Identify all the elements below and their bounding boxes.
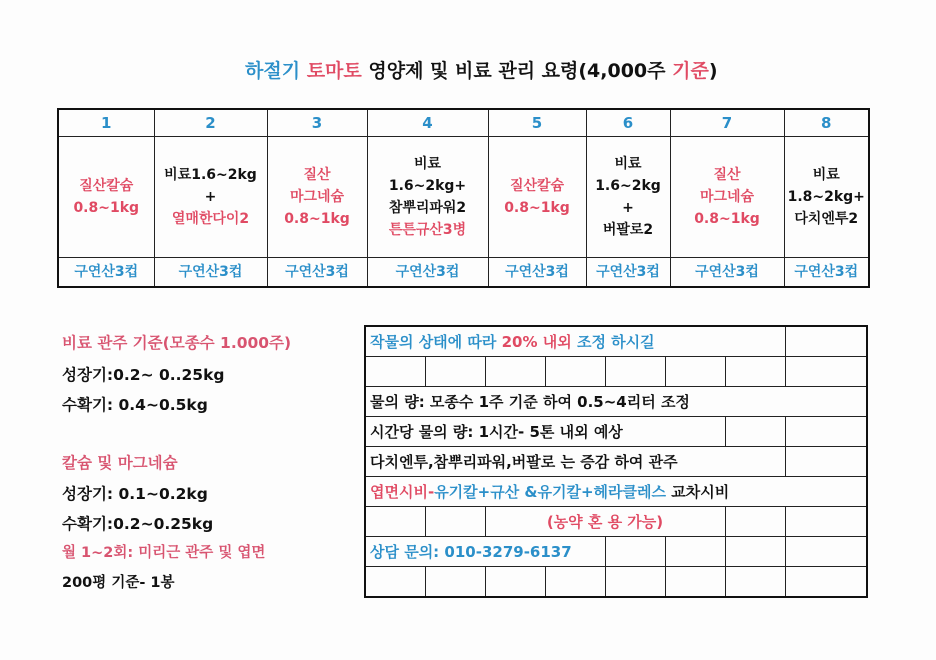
step-citric-acid: 구연산3컵	[267, 258, 367, 288]
notes-cell	[605, 537, 665, 567]
notes-cell	[365, 507, 425, 537]
step-content	[58, 137, 154, 258]
notes-cell	[425, 357, 485, 387]
step-line: 마그네슘	[699, 189, 755, 205]
notes-cell	[485, 357, 545, 387]
fert-heading: 비료 관주 기준(모종수 1.000주)	[62, 334, 292, 352]
water-per-plant: 물의 량: 모종수 1주 기준 하여 0.5~4리터 조정	[365, 387, 867, 417]
step-line: 1.8~2kg+	[787, 189, 865, 205]
notes-cell	[425, 507, 485, 537]
fert-harvest: 수확기: 0.4~0.5kg	[62, 396, 208, 414]
notes-cell	[485, 567, 545, 598]
step-line: 질산	[713, 167, 741, 183]
notes-cell	[785, 357, 867, 387]
title-basis: 기준	[672, 60, 709, 82]
step-content	[586, 137, 670, 258]
step-citric-acid: 구연산3컵	[488, 258, 586, 288]
notes-table	[364, 325, 868, 598]
notes-cell	[725, 507, 785, 537]
notes-cell	[365, 567, 425, 598]
notes-cell	[545, 567, 605, 598]
notes-cell	[725, 417, 785, 447]
step-line: 1.6~2kg	[595, 178, 661, 194]
step-number: 4	[367, 109, 488, 137]
page-title	[245, 56, 718, 83]
notes-cell	[665, 567, 725, 598]
step-number: 8	[784, 109, 869, 137]
step-number: 3	[267, 109, 367, 137]
title-crop: 토마토	[306, 60, 362, 82]
foliar-note	[365, 477, 867, 507]
adjust-text-end: 조정 하시길	[576, 333, 655, 351]
step-line: 1.6~2kg+	[388, 178, 467, 194]
step-line: 질산	[303, 167, 331, 183]
step-number: 7	[670, 109, 784, 137]
notes-row-adjust	[365, 326, 785, 357]
step-line: 다치엔투2	[794, 211, 859, 227]
step-line: 비료1.6~2kg	[164, 167, 257, 183]
notes-cell	[665, 537, 725, 567]
step-line: 마그네슘	[289, 189, 345, 205]
water-per-hour: 시간당 물의 량: 1시간- 5톤 내외 예상	[365, 417, 725, 447]
notes-cell	[785, 447, 867, 477]
step-citric-acid: 구연산3컵	[58, 258, 154, 288]
pesticide-mix-note: (농약 혼 용 가능)	[485, 507, 725, 537]
step-line: 0.8~1kg	[284, 211, 350, 227]
adjust-percent: 20% 내외	[501, 333, 572, 351]
foliar-products: 유기칼+규산 &유기칼+헤라클레스	[434, 483, 666, 501]
step-line: 참뿌리파워2	[388, 200, 467, 216]
title-close: )	[708, 60, 718, 82]
step-line: 비료	[812, 167, 840, 183]
step-content	[670, 137, 784, 258]
step-citric-acid: 구연산3컵	[367, 258, 488, 288]
step-content	[154, 137, 267, 258]
step-line: 버팔로2	[602, 222, 654, 238]
notes-cell	[785, 567, 867, 598]
step-line: 0.8~1kg	[73, 200, 140, 216]
step-line: 열매한다이2	[171, 211, 250, 227]
monthly-note: 월 1~2회: 미리근 관주 및 엽면	[62, 545, 266, 561]
notes-cell	[785, 507, 867, 537]
calmg-heading: 칼슘 및 마그네슘	[62, 454, 178, 472]
step-line: 비료	[413, 156, 442, 172]
adjust-text: 작물의 상태에 따라	[370, 333, 497, 351]
additive-note: 다치엔투,참뿌리파워,버팔로 는 증감 하여 관주	[365, 447, 785, 477]
step-content	[488, 137, 586, 258]
notes-cell	[605, 357, 665, 387]
step-line: +	[204, 189, 217, 205]
step-line: +	[622, 200, 634, 216]
step-number: 2	[154, 109, 267, 137]
notes-cell	[545, 357, 605, 387]
step-content	[367, 137, 488, 258]
contact-info: 상담 문의: 010-3279-6137	[365, 537, 605, 567]
step-citric-acid: 구연산3컵	[784, 258, 869, 288]
title-main: 영양제 및 비료 관리 요령(4,000주	[368, 60, 666, 82]
per-200-note: 200평 기준- 1봉	[62, 575, 175, 591]
step-line: 비료	[614, 156, 642, 172]
calmg-growth: 성장기: 0.1~0.2kg	[62, 485, 208, 503]
step-line: 0.8~1kg	[694, 211, 760, 227]
notes-cell	[665, 357, 725, 387]
step-number: 5	[488, 109, 586, 137]
step-number: 6	[586, 109, 670, 137]
step-content	[267, 137, 367, 258]
step-line: 튼튼규산3병	[388, 222, 467, 238]
title-season: 하절기	[245, 60, 301, 82]
foliar-cross: 교차시비	[671, 483, 730, 501]
calmg-harvest: 수확기:0.2~0.25kg	[62, 515, 214, 533]
notes-cell	[605, 567, 665, 598]
fert-growth: 성장기:0.2~ 0..25kg	[62, 366, 225, 384]
step-line: 0.8~1kg	[504, 200, 570, 216]
notes-cell	[725, 567, 785, 598]
notes-cell	[785, 326, 867, 357]
step-content	[784, 137, 869, 258]
step-citric-acid: 구연산3컵	[154, 258, 267, 288]
notes-cell	[365, 357, 425, 387]
step-citric-acid: 구연산3컵	[586, 258, 670, 288]
notes-cell	[425, 567, 485, 598]
foliar-label: 엽면시비-	[370, 483, 435, 501]
step-line: 질산칼슘	[509, 178, 565, 194]
step-number: 1	[58, 109, 154, 137]
step-citric-acid: 구연산3컵	[670, 258, 784, 288]
notes-cell	[725, 357, 785, 387]
notes-cell	[725, 537, 785, 567]
notes-cell	[785, 537, 867, 567]
schedule-table	[57, 108, 870, 288]
notes-cell	[785, 417, 867, 447]
step-line: 질산칼슘	[79, 178, 134, 194]
